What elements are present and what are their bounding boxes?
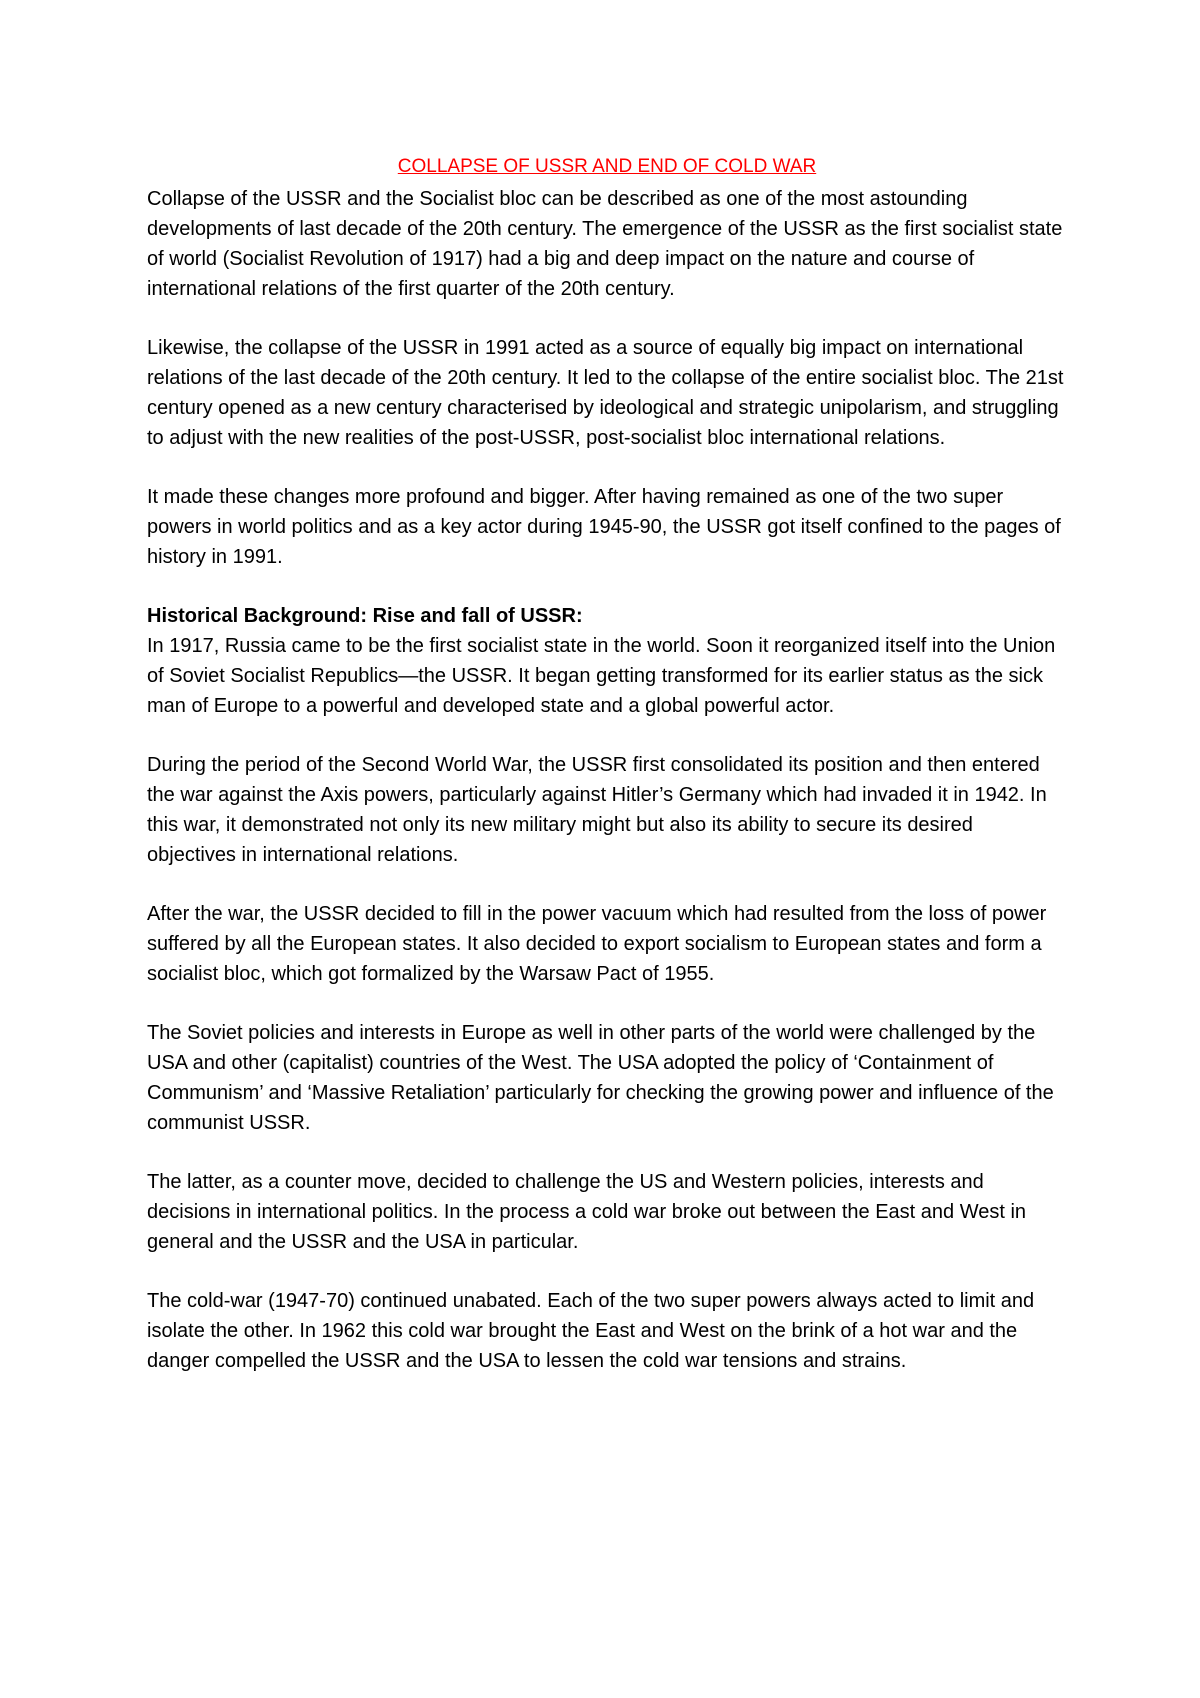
document-title: COLLAPSE OF USSR AND END OF COLD WAR [397, 156, 817, 177]
paragraph-history-3: After the war, the USSR decided to fill in the power vacuum which had resulted from the loss of power suffered by all the European states. It also decided to export socialism to European states and form a socialist bloc, which got formalized by the Warsaw Pact of 1955. [147, 903, 1047, 985]
paragraph-intro-1: Collapse of the USSR and the Socialist bloc can be described as one of the most astounding developments of last decade of the 20th century. The emergence of the USSR as the first socialist state of world (Socialist Revolution of 1917) had a big and deep impact on the nature and course of international relations of the first quarter of the 20th century. [147, 188, 1063, 300]
paragraph-history-1: In 1917, Russia came to be the first socialist state in the world. Soon it reorganized itself into the Union of Soviet Socialist Republics—the USSR. It began getting transformed for its earlier status as the sick man of Europe to a powerful and developed state and a global powerful actor. [147, 635, 1056, 717]
paragraph-history-4: The Soviet policies and interests in Europe as well in other parts of the world were challenged by the USA and other (capitalist) countries of the West. The USA adopted the policy of ‘Containment of Communism’ and ‘Massive Retaliation’ particularly for checking the growing power and influence of the communist USSR. [147, 1022, 1054, 1134]
paragraph-history-6: The cold-war (1947-70) continued unabated. Each of the two super powers always acted to limit and isolate the other. In 1962 this cold war brought the East and West on the brink of a hot war and the danger compelled the USSR and the USA to lessen the cold war tensions and strains. [147, 1290, 1035, 1372]
paragraph-history-2: During the period of the Second World War, the USSR first consolidated its position and then entered the war against the Axis powers, particularly against Hitler’s Germany which had invaded it in 1942. In this war, it demonstrated not only its new military might but also its ability to secure its desired objectives in international relations. [147, 754, 1047, 866]
paragraph-intro-2: Likewise, the collapse of the USSR in 1991 acted as a source of equally big impact on international relations of the last decade of the 20th century. It led to the collapse of the entire socialist bloc. The 21st century opened as a new century characterised by ideological and strategic unipolarism, and struggling to adjust with the new realities of the post-USSR, post-socialist bloc international relations. [147, 337, 1064, 449]
document-body [147, 152, 1067, 1405]
paragraph-intro-3: It made these changes more profound and bigger. After having remained as one of the two super powers in world politics and as a key actor during 1945-90, the USSR got itself confined to the pages of history in 1991. [147, 486, 1061, 568]
paragraph-history-5: The latter, as a counter move, decided to challenge the US and Western policies, interests and decisions in international politics. In the process a cold war broke out between the East and West in general and the USSR and the USA in particular. [147, 1171, 1027, 1253]
section-heading: Historical Background: Rise and fall of USSR: [147, 605, 583, 627]
